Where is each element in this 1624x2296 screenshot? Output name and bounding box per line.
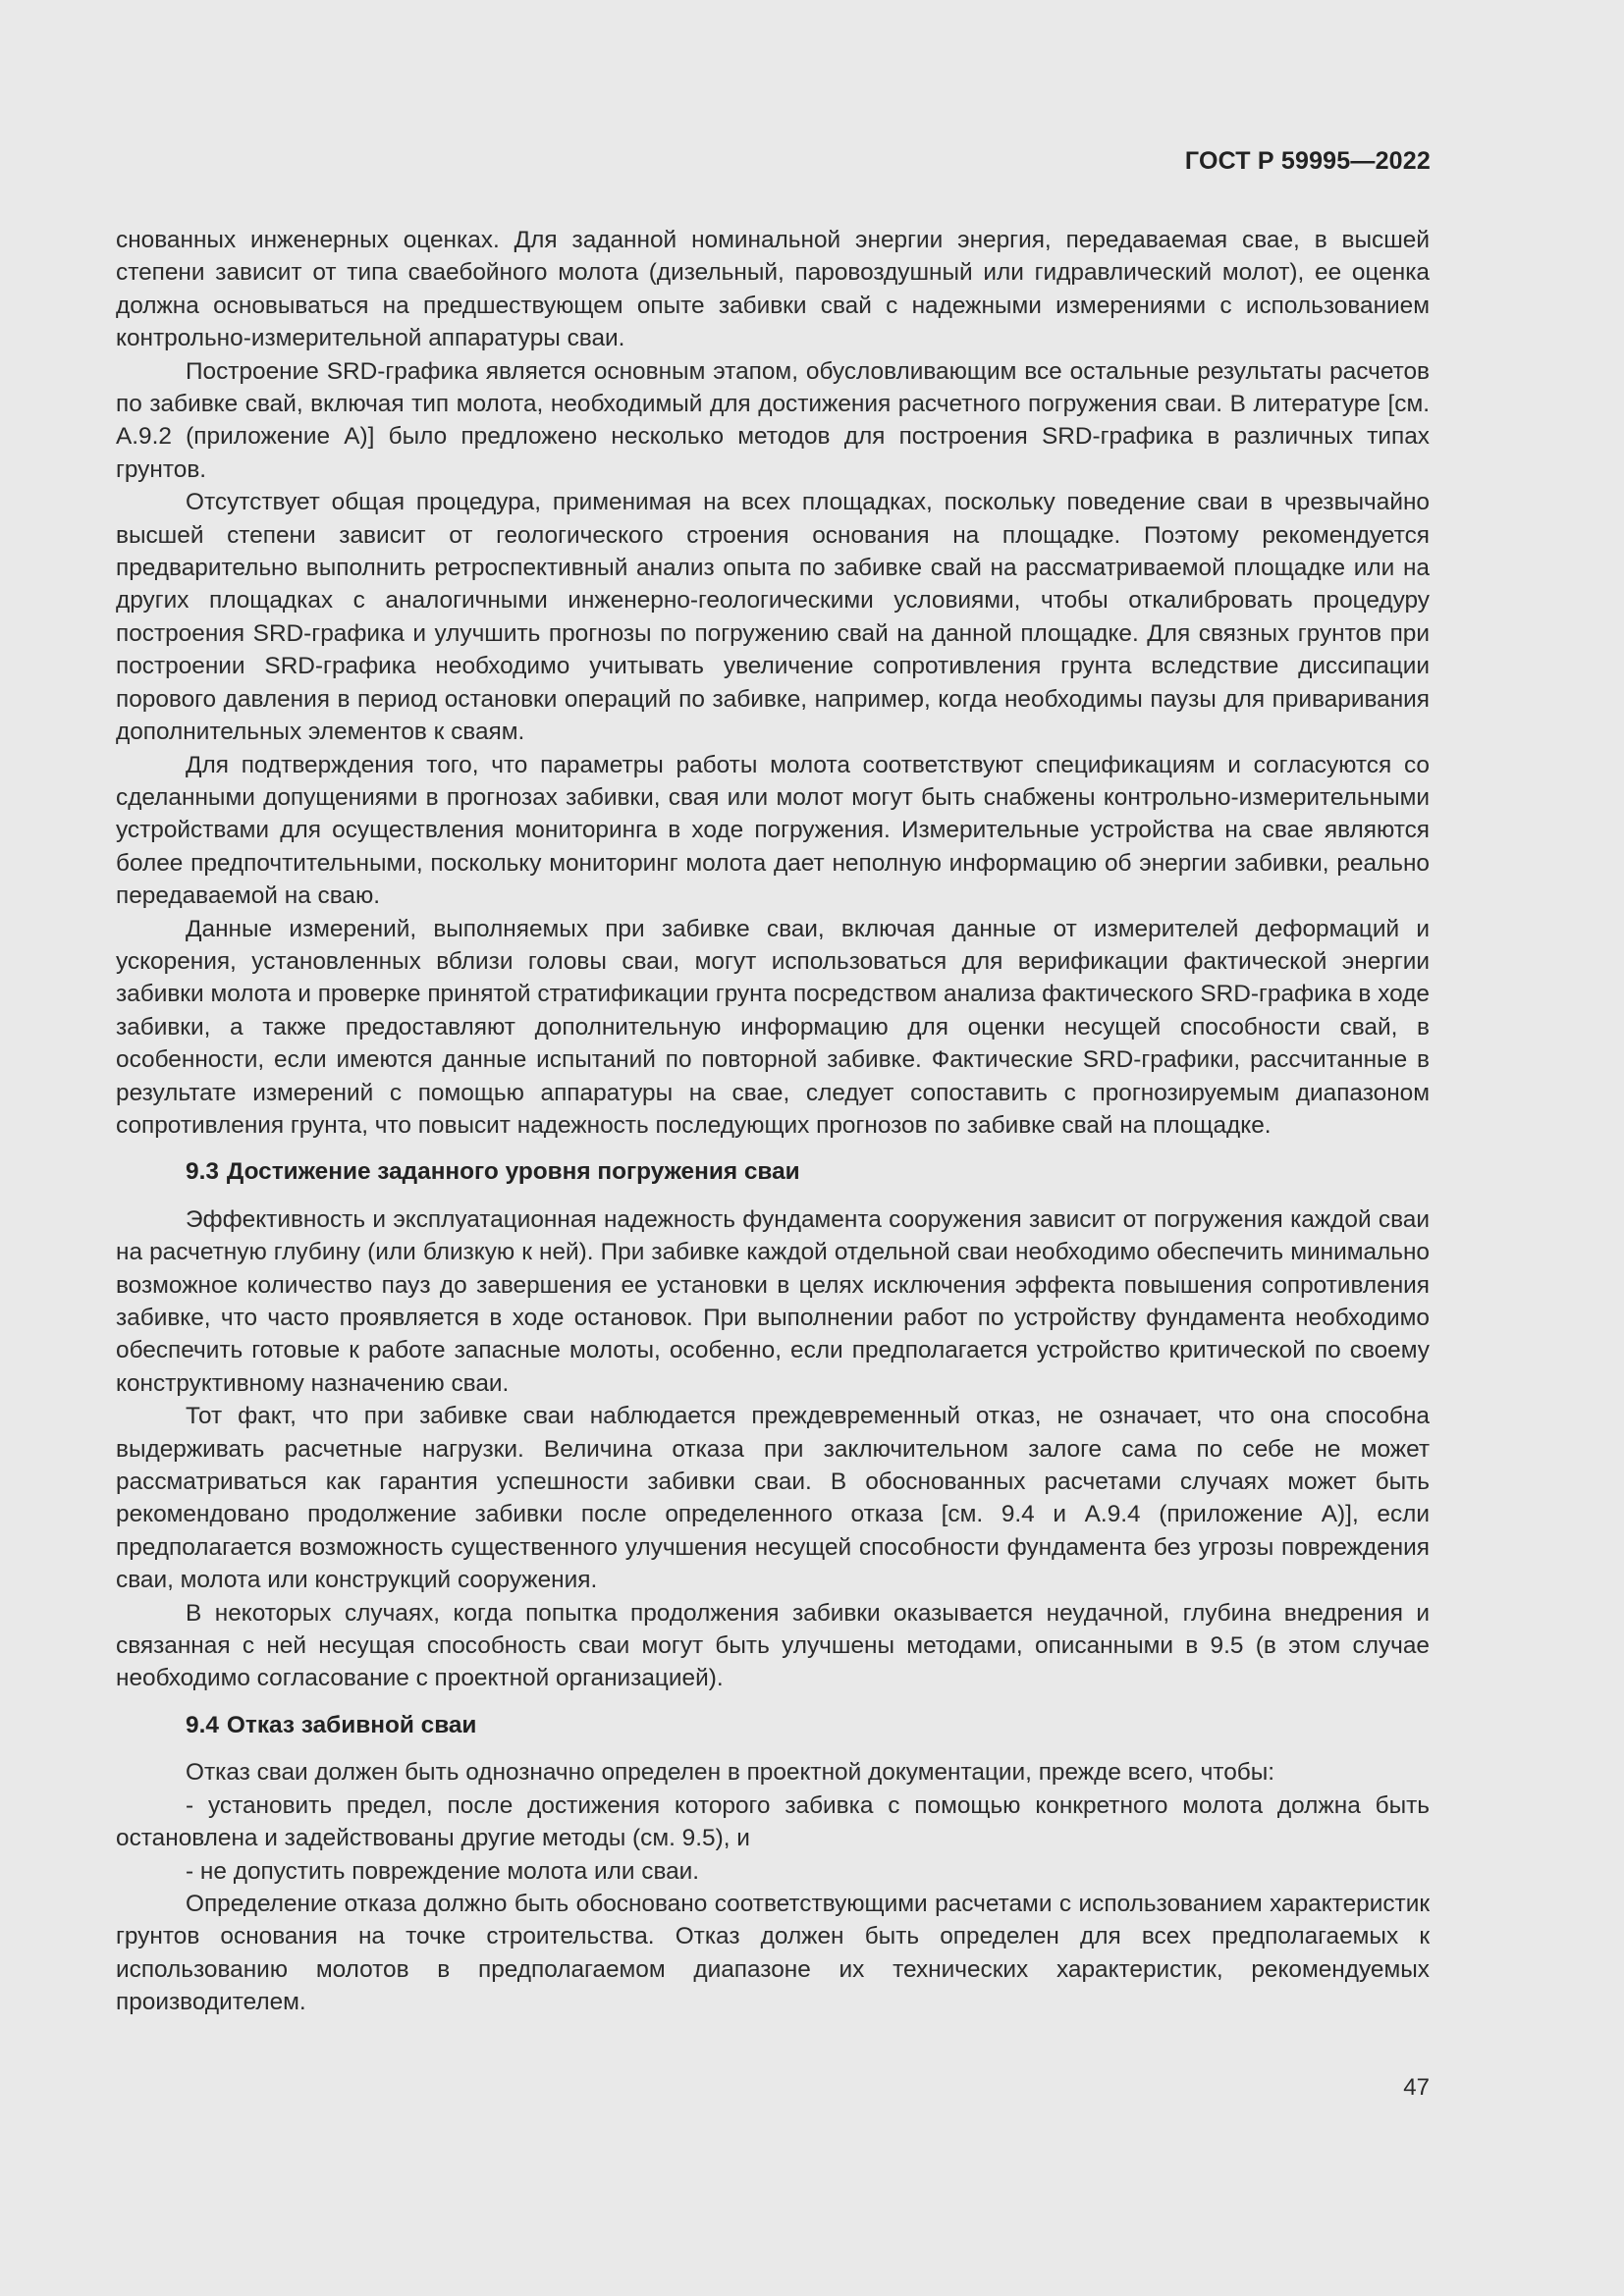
document-body [116, 224, 1430, 2019]
section-9-4-title: Отказ забивной сваи [226, 1711, 477, 1738]
paragraph-intro-4: Для подтверждения того, что параметры работы молота соответствуют спецификациям и согласуются со сделанными допущениями в прогнозах забивки, свая или молот могут быть снабжены контрольно-измерительными устройствами для осуществления мониторинга в ходе погружения. Измерительные устройства на свае являются более предпочтительными, поскольку мониторинг молота дает неполную информацию об энергии забивки, реально передаваемой на сваю. [116, 751, 1430, 910]
section-9-3-paragraph-1: Эффективность и эксплуатационная надежность фундамента сооружения зависит от погружения каждой сваи на расчетную глубину (или близкую к ней). При забивке каждой отдельной сваи необходимо обеспечить минимально возможное количество пауз до завершения ее установки в целях исключения эффекта повышения сопротивления забивке, что часто проявляется в ходе остановок. При выполнении работ по устройству фундамента необходимо обеспечить готовые к работе запасные молоты, особенно, если предполагается устройство критической по своему конструктивному назначению сваи. [116, 1205, 1430, 1397]
paragraph-intro-5: Данные измерений, выполняемых при забивке сваи, включая данные от измерителей деформаций и ускорения, установленных вблизи головы сваи, могут использоваться для верификации фактической энергии забивки молота и проверке принятой стратификации грунта посредством анализа фактического SRD-графика в ходе забивки, а также предоставляют дополнительную информацию для оценки несущей способности свай, в особенности, если имеются данные испытаний по повторной забивке. Фактические SRD-графики, рассчитанные в результате измерений с помощью аппаратуры на свае, следует сопоставить с прогнозируемым диапазоном сопротивления грунта, что повысит надежность последующих прогнозов по забивке свай на площадке. [116, 915, 1430, 1139]
section-9-4-paragraph-2: Определение отказа должно быть обосновано соответствующими расчетами с использованием характеристик грунтов основания на точке строительства. Отказ должен быть определен для всех предполагаемых к использованию молотов в предполагаемом диапазоне их технических характеристик, рекомендуемых производителем. [116, 1890, 1430, 2016]
section-9-3-title: Достижение заданного уровня погружения сваи [226, 1158, 800, 1186]
section-9-3-number: 9.3 [186, 1158, 219, 1186]
paragraph-intro-2: Построение SRD-графика является основным этапом, обусловливающим все остальные результаты расчетов по забивке свай, включая тип молота, необходимый для достижения расчетного погружения сваи. В литературе [см. А.9.2 (приложение А)] было предложено несколько методов для построения SRD-графика в различных типах грунтов. [116, 357, 1430, 483]
section-9-4-list-item-2: - не допустить повреждение молота или сваи. [186, 1857, 700, 1885]
document-header-id: ГОСТ Р 59995—2022 [1184, 147, 1431, 175]
paragraph-intro-3: Отсутствует общая процедура, применимая на всех площадках, поскольку поведение сваи в чрезвычайно высшей степени зависит от геологического строения основания на площадке. Поэтому рекомендуется предварительно выполнить ретроспективный анализ опыта по забивке свай на рассматриваемой площадке или на других площадках с аналогичными инженерно-геологическими условиями, чтобы откалибровать процедуру построения SRD-графика и улучшить прогнозы по погружению свай на данной площадке. Для связных грунтов при построении SRD-графика необходимо учитывать увеличение сопротивления грунта вследствие диссипации порового давления в период остановки операций по забивке, например, когда необходимы паузы для приваривания дополнительных элементов к сваям. [116, 489, 1430, 746]
section-9-3-heading [186, 1155, 1430, 1188]
section-9-3-paragraph-3: В некоторых случаях, когда попытка продолжения забивки оказывается неудачной, глубина внедрения и связанная с ней несущая способность сваи могут быть улучшены методами, описанными в 9.5 (в этом случае необходимо согласование с проектной организацией). [116, 1599, 1430, 1692]
section-9-4-heading [186, 1709, 1430, 1741]
section-9-4-list-item-1: - установить предел, после достижения которого забивка с помощью конкретного молота должна быть остановлена и задействованы другие методы (см. 9.5), и [116, 1791, 1430, 1852]
paragraph-intro-1: снованных инженерных оценках. Для заданной номинальной энергии энергия, передаваемая свае, в высшей степени зависит от типа сваебойного молота (дизельный, паровоздушный или гидравлический молот), ее оценка должна основываться на предшествующем опыте забивки свай с надежными измерениями с использованием контрольно-измерительной аппаратуры сваи. [116, 227, 1430, 352]
section-9-4-paragraph-1: Отказ сваи должен быть однозначно определен в проектной документации, прежде всего, чтобы: [186, 1759, 1275, 1787]
section-9-3-paragraph-2: Тот факт, что при забивке сваи наблюдается преждевременный отказ, не означает, что она способна выдерживать расчетные нагрузки. Величина отказа при заключительном залоге сама по себе не может рассматриваться как гарантия успешности забивки сваи. В обоснованных расчетами случаях может быть рекомендовано продолжение забивки после определенного отказа [см. 9.4 и А.9.4 (приложение А)], если предполагается возможность существенного улучшения несущей способности фундамента без угрозы повреждения сваи, молота или конструкций сооружения. [116, 1403, 1430, 1594]
page-number: 47 [1403, 2074, 1430, 2101]
section-9-4-number: 9.4 [186, 1711, 219, 1738]
